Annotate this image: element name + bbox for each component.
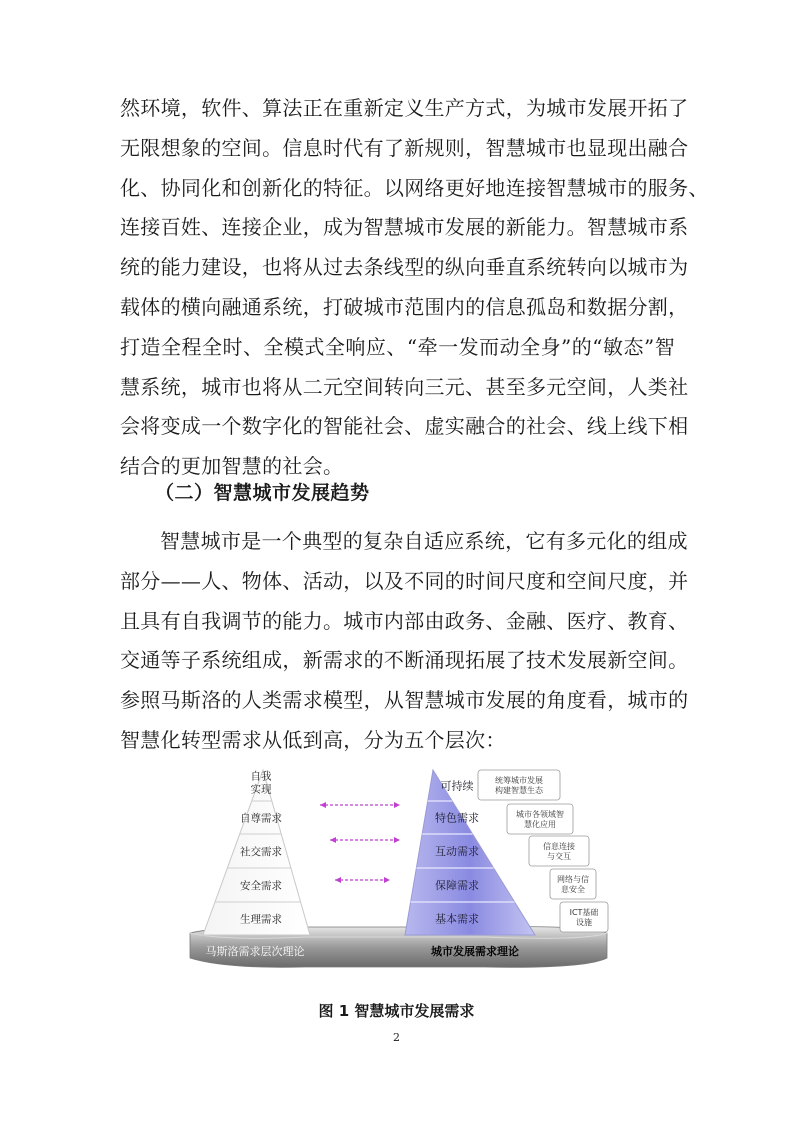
city-demand-level-1: 可持续 (440, 779, 474, 793)
maslow-pyramid (203, 770, 310, 935)
text-line: 连接百姓、连接企业，成为智慧城市发展的新能力。智慧城市系 (120, 215, 689, 240)
maslow-level-4: 安全需求 (240, 880, 282, 892)
maslow-base-label: 马斯洛需求层次理论 (205, 945, 305, 958)
text-line: 无限想象的空间。信息时代有了新规则，智慧城市也显现出融合 (120, 135, 689, 160)
maslow-level-2: 自尊需求 (240, 812, 282, 825)
city-demand-level-3: 互动需求 (435, 845, 479, 858)
maslow-level-1: 自我实现 (250, 770, 272, 796)
maslow-level-5: 生理需求 (240, 913, 282, 926)
text-line: 化、协同化和创新化的特征。以网络更好地连接智慧城市的服务、 (120, 175, 709, 200)
city-demand-level-4: 保障需求 (435, 879, 479, 892)
text-line: 且具有自我调节的能力。城市内部由政务、金融、医疗、教育、 (120, 608, 689, 633)
text-line: 智慧化转型需求从低到高，分为五个层次： (120, 727, 506, 752)
callout-text-3: 信息连接与交互 (543, 842, 575, 861)
text-line: 部分——人、物体、活动，以及不同的时间尺度和空间尺度，并 (120, 568, 689, 593)
callout-text-5: ICT基础设施 (569, 908, 599, 927)
body-paragraph-2 (120, 522, 689, 761)
text-line: 智慧城市是一个典型的复杂自适应系统，它有多元化的组成 (160, 529, 688, 553)
body-paragraph-1 (120, 89, 709, 487)
section-heading: （二）智慧城市发展趋势 (155, 482, 370, 504)
text-line: 慧系统，城市也将从二元空间转向三元、甚至多元空间，人类社 (120, 374, 689, 399)
callout-text-2: 城市各领域智慧化应用 (516, 810, 564, 829)
page-number: 2 (393, 1031, 400, 1044)
text-line: 结合的更加智慧的社会。 (120, 454, 344, 479)
city-demand-level-2: 特色需求 (435, 811, 479, 825)
city-demand-level-5: 基本需求 (435, 912, 479, 926)
level-arrows (320, 802, 400, 883)
callout-text-4: 网络与信息安全 (557, 875, 589, 894)
figure-caption: 图 1 智慧城市发展需求 (318, 1002, 475, 1020)
text-line: 统的能力建设，也将从过去条线型的纵向垂直系统转向以城市为 (120, 255, 689, 280)
smart-city-demand-figure (185, 765, 610, 980)
city-demand-base-label: 城市发展需求理论 (431, 945, 519, 958)
text-line: 交通等子系统组成，新需求的不断涌现拓展了技术发展新空间。 (120, 648, 689, 673)
text-line: 参照马斯洛的人类需求模型，从智慧城市发展的角度看，城市的 (120, 688, 689, 713)
text-line: 会将变成一个数字化的智能社会、虚实融合的社会、线上线下相 (120, 414, 689, 439)
maslow-level-3: 社交需求 (240, 846, 282, 858)
text-line: 载体的横向融通系统，打破城市范围内的信息孤岛和数据分割， (120, 294, 689, 319)
text-line: 然环境，软件、算法正在重新定义生产方式，为城市发展开拓了 (120, 96, 689, 120)
callout-text-1: 统筹城市发展构建智慧生态 (495, 776, 543, 795)
text-line: 打造全程全时、全模式全响应、“牵一发而动全身”的“敏态”智 (120, 334, 675, 359)
